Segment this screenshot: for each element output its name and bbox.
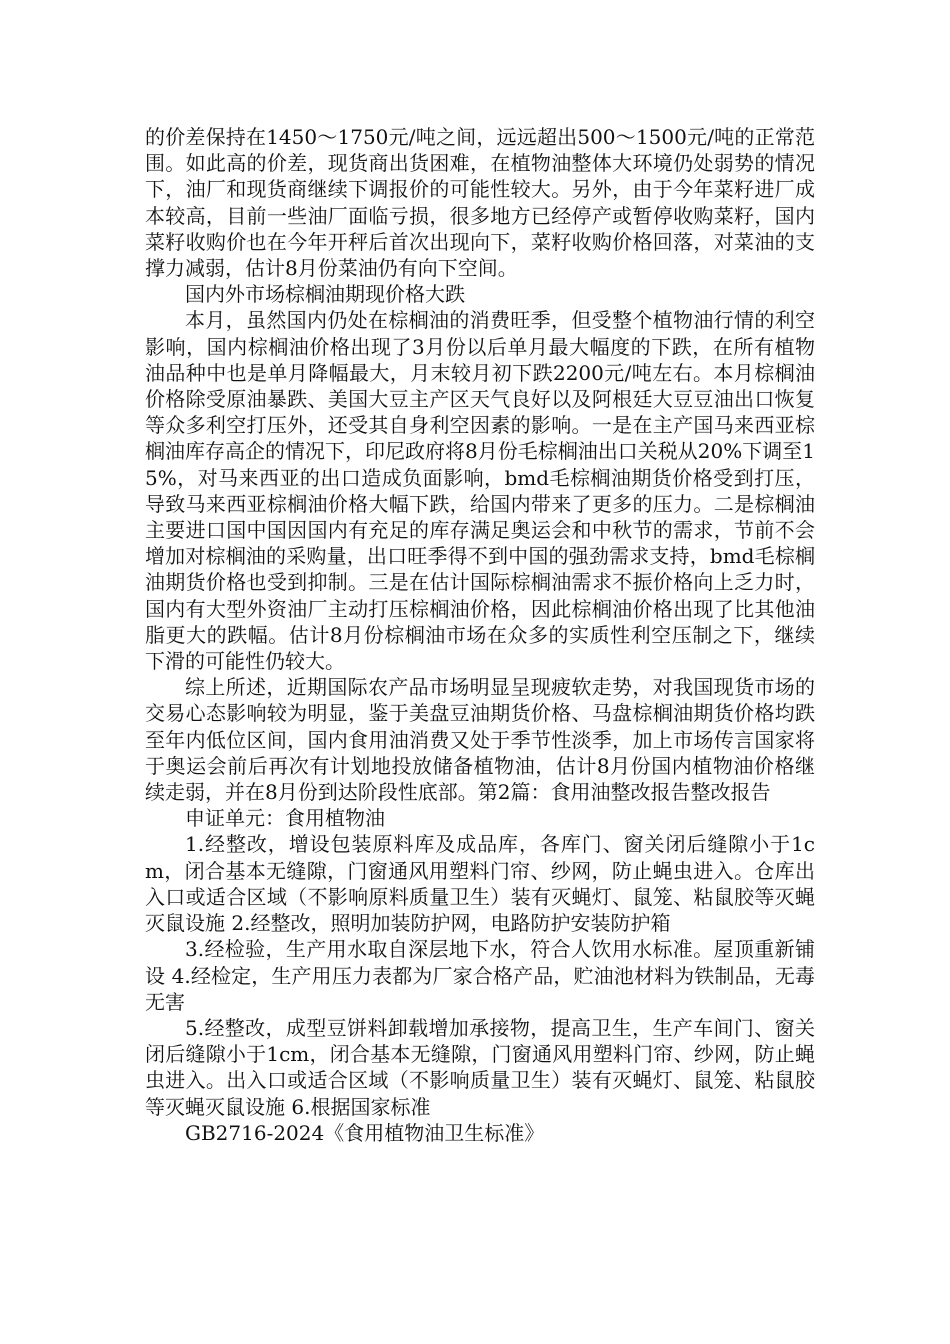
paragraph-palm-oil: 本月，虽然国内仍处在棕榈油的消费旺季，但受整个植物油行情的利空影响，国内棕榈油价格出现了3月份以后单月最大幅度的下跌，在所有植物油品种中也是单月降幅最大，月末较月初下跌2200元/吨左右。本月棕榈油价格除受原油暴跌、美国大豆主产区天气良好以及阿根廷大豆豆油出口恢复等众多利空打压外，还受其自身利空因素的影响。一是在主产国马来西亚棕榈油库存高企的情况下，印尼政府将8月份毛棕榈油出口关税从20%下调至15%，对马来西亚的出口造成负面影响，bmd毛棕榈油期货价格受到打压，导致马来西亚棕榈油价格大幅下跌，给国内带来了更多的压力。二是棕榈油主要进口国中国因国内有充足的库存满足奥运会和中秋节的需求，节前不会增加对棕榈油的采购量，出口旺季得不到中国的强劲需求支持，bmd毛棕榈油期货价格也受到抑制。三是在估计国际棕榈油需求不振价格向上乏力时，国内有大型外资油厂主动打压棕榈油价格，因此棕榈油价格出现了比其他油脂更大的跌幅。估计8月份棕榈油市场在众多的实质性利空压制之下，继续下滑的可能性仍较大。 <box>145 308 815 674</box>
paragraph-price-spread: 的价差保持在1450～1750元/吨之间，远远超出500～1500元/吨的正常范围。如此高的价差，现货商出货困难，在植物油整体大环境仍处弱势的情况下，油厂和现货商继续下调报价的可能性较大。另外，由于今年菜籽进厂成本较高，目前一些油厂面临亏损，很多地方已经停产或暂停收购菜籽，国内菜籽收购价也在今年开秤后首次出现向下，菜籽收购价格回落，对菜油的支撑力减弱，估计8月份菜油仍有向下空间。 <box>145 125 815 281</box>
document-body <box>145 124 815 1146</box>
paragraph-standard: GB2716-2024《食用植物油卫生标准》 <box>185 1120 545 1145</box>
section-heading-palm-oil: 国内外市场棕榈油期现价格大跌 <box>185 282 465 307</box>
paragraph-summary: 综上所述，近期国际农产品市场明显呈现疲软走势，对我国现货市场的交易心态影响较为明显，鉴于美盘豆油期货价格、马盘棕榈油期货价格均跌至年内低位区间，国内食用油消费又处于季节性淡季，加上市场传言国家将于奥运会前后再次有计划地投放储备植物油，估计8月份国内植物油价格继续走弱，并在8月份到达阶段性底部。第2篇：食用油整改报告整改报告 <box>145 675 815 805</box>
paragraph-rectification-1-2: 1.经整改，增设包装原料库及成品库，各库门、窗关闭后缝隙小于1cm，闭合基本无缝隙，门窗通风用塑料门帘、纱网，防止蝇虫进入。仓库出入口或适合区域（不影响原料质量卫生）装有灭蝇灯、鼠笼、粘鼠胶等灭蝇灭鼠设施 2.经整改，照明加装防护网，电路防护安装防护箱 <box>145 832 815 936</box>
paragraph-certification-unit: 申证单元：食用植物油 <box>185 806 385 831</box>
paragraph-rectification-3-4: 3.经检验，生产用水取自深层地下水，符合人饮用水标准。屋顶重新铺设 4.经检定，生产用压力表都为厂家合格产品，贮油池材料为铁制品，无毒无害 <box>145 937 815 1014</box>
paragraph-rectification-5-6: 5.经整改，成型豆饼料卸载增加承接物，提高卫生，生产车间门、窗关闭后缝隙小于1cm，闭合基本无缝隙，门窗通风用塑料门帘、纱网，防止蝇虫进入。出入口或适合区域（不影响质量卫生）装有灭蝇灯、鼠笼、粘鼠胶等灭蝇灭鼠设施 6.根据国家标准 <box>145 1015 815 1119</box>
